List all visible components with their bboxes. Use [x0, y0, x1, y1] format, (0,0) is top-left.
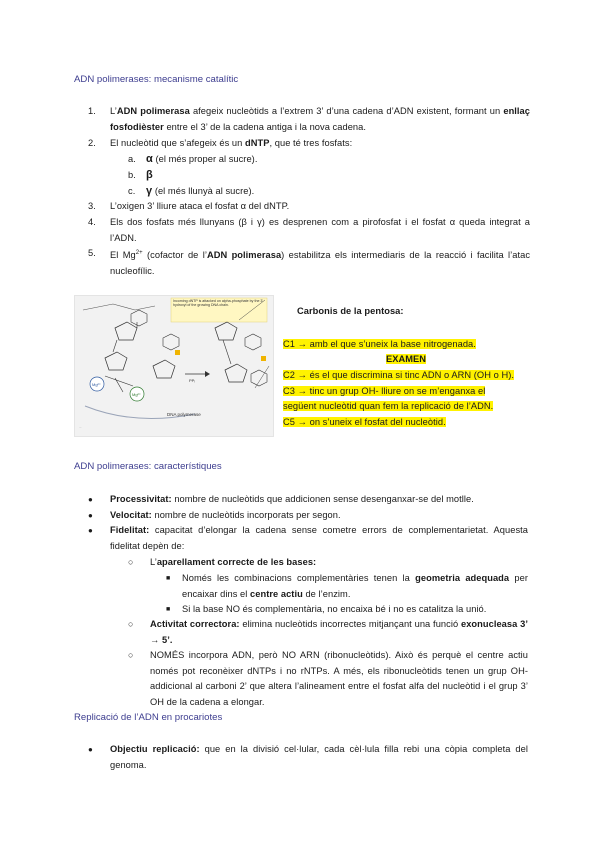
- note-c5: C5 → on s’uneix el fosfat del nucleòtid.: [283, 417, 446, 427]
- svg-text:...: ...: [79, 425, 82, 429]
- figure-caption: Incoming dNTP is attacked on alpha-phosphate by the 3' hydroxyl of the growing DNA chain.: [173, 299, 264, 308]
- document-page: ADN polimerases: mecanisme catalític 1. L’ADN polimerasa afegeix nucleòtids a l’extrem 3’ d’una cadena d’ADN existent, formant un enllaç fosfodièster entre el 3’ de la cadena antiga i la nova cadena. 2. El nucleòtid que s’afegeix és un dNTP, que té tres fosfats: a. α (el més proper al sucre). b. β c. γ (el més llunyà al sucre). 3. L’oxigen 3’ lliure ataca el fosfat α del dNTP. 4. Els dos fosfats més llunyans (β i γ) es desprenen com a pirofosfat i el fosfat α queda integrat a l’ADN. 5. El $Mg^{2+}$ (cofactor de l’ADN polimerasa) estabilitza els intermediaris de la reacció i facilita l’atac nucleofílic. Incoming dNTP is attacked on alpha-phosphate by the 3' hydroxyl of the growing DNA chain. Mg²⁺ Mg²⁺ DNA polymerase PPᵢ ... Carbonis de la pentosa: C1 → amb el que s’uneix la base nitrogenada. EXAMEN C2 → és el que discrimina si tinc ADN o ARN (OH o H). C3 → tinc un grup OH- lliure on se m’enganxa el següent nucleòtid quan fem la replicació de l’ADN. C5 → on s’uneix el fosfat del nucleòtid. ADN polimerases: característiques ● Processivitat: nombre de nucleòtids que addicionen sense desenganxar-se del motlle. ● Velocitat: nombre de nucleòtids incorporats per segon. ● Fidelitat: capacitat d’elongar la cadena sense cometre errors de complementarietat. Aquesta fidelitat depèn de: ○ L’aparellament correcte de les bases: ■ Només les combinacions complementàries tenen la geometria adequada per encaixar dins el centre actiu de l’enzim. ■ Si la base NO és complementària, no encaixa bé i no es catalitza la unió. ○ Activitat correctora: elimina nucleòtids incorrectes mitjançant una funció exonucleasa 3’ → 5’. ○ NOMÉS incorpora ADN, però NO ARN (ribonucleòtids). Això és perquè el centre actiu només pot reconèixer dNTPs i no rNTPs. A més, els ribonucleòtids tenen un grup OH-addicional al carboni 2’ que altera l’alineament entre el fosfat alfa del nucleòtid i el grup 3’ OH de la cadena a elongar. Replicació de l’ADN en procariotes ● Objectiu replicació: que en la divisió cel·lular, cada cèl·lula filla rebi una còpia completa del genoma.: [74, 74, 531, 770]
- section-title-caracteristiques: ADN polimerases: característiques: [74, 461, 222, 472]
- pentose-carbons-title: Carbonis de la pentosa:: [297, 306, 404, 316]
- dna-polymerase-label: DNA polymerase: [167, 412, 201, 417]
- note-c2: C2 → és el que discrimina si tinc ADN o ARN (OH o H).: [283, 370, 515, 380]
- list-item-5: 5. El $Mg^{2+}$ (cofactor de l’ADN polimerasa) estabilitza els intermediaris de la reacció i facilita l’atac nucleofílic.: [88, 248, 531, 276]
- sugar-ring-2: [105, 352, 127, 370]
- svg-text:Mg²⁺: Mg²⁺: [92, 382, 101, 387]
- note-c1: C1 → amb el que s’uneix la base nitrogenada.: [283, 339, 476, 349]
- note-examen: EXAMEN: [385, 354, 427, 364]
- list-item-4: 4. Els dos fosfats més llunyans (β i γ) es desprenen com a pirofosfat i el fosfat α queda integrat a l’ADN.: [88, 217, 530, 243]
- reaction-diagram: [75, 296, 273, 436]
- label-c1: [175, 350, 180, 355]
- dntp-base-ring: [163, 334, 179, 350]
- section-title-procariotes: Replicació de l’ADN en procariotes: [74, 712, 223, 723]
- svg-text:PPᵢ: PPᵢ: [189, 378, 195, 383]
- product-sugar-ring-1: [215, 322, 237, 340]
- list-item-3: 3. L’oxigen 3’ lliure ataca el fosfat α del dNTP.: [88, 201, 290, 211]
- list-item-2: 2. El nucleòtid que s’afegeix és un dNTP, que té tres fosfats:: [88, 138, 353, 148]
- base-ring-1: [131, 310, 147, 326]
- product-sugar-ring-2: [225, 364, 247, 382]
- dntp-sugar-ring: [153, 360, 175, 378]
- note-c3-cont: següent nucleòtid quan fem la replicació de l’ADN.: [283, 401, 494, 411]
- sugar-ring-1: [115, 322, 137, 340]
- note-c3: C3 → tinc un grup OH- lliure on se m’enganxa el: [283, 386, 486, 396]
- svg-text:Mg²⁺: Mg²⁺: [132, 392, 141, 397]
- dna-polymerase-figure: [74, 295, 274, 437]
- section-title-mecanisme: ADN polimerases: mecanisme catalític: [74, 74, 239, 85]
- list-item-1: 1. L’ADN polimerasa afegeix nucleòtids a l’extrem 3’ d’una cadena d’ADN existent, formant un enllaç fosfodièster entre el 3’ de la cadena antiga i la nova cadena.: [88, 106, 530, 132]
